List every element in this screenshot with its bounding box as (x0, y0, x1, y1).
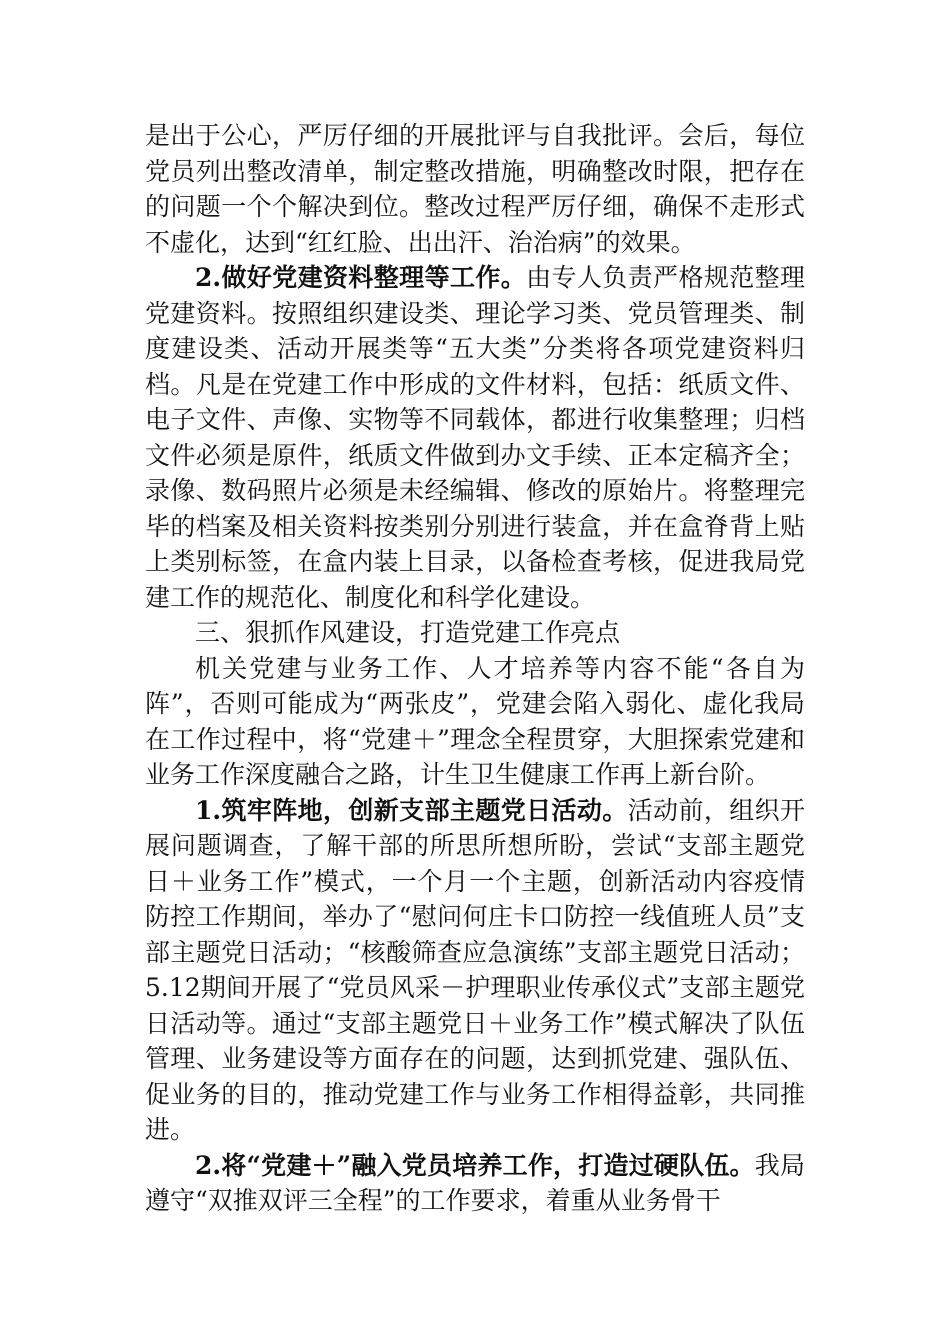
section-heading-three: 三、狠抓作风建设，打造党建工作亮点 (195, 618, 621, 647)
paragraph-member-training-body: 我局遵守“双推双评三全程”的工作要求，着重从业务骨干 (145, 1150, 805, 1215)
document-page (145, 118, 805, 1219)
paragraph-archive (145, 260, 805, 615)
paragraph-member-training (145, 1148, 805, 1219)
paragraph-member-training-lead: 2.将“党建＋”融入党员培养工作，打造过硬队伍。 (195, 1150, 755, 1180)
paragraph-party-day-lead: 1.筑牢阵地，创新支部主题党日活动。 (195, 795, 628, 825)
paragraph-archive-body: 由专人负责严格规范整理党建资料。按照组织建设类、理论学习类、党员管理类、制度建设类、活动开展类等“五大类”分类将各项党建资料归档。凡是在党建工作中形成的文件材料，包括：纸质文件、电子文件、声像、实物等不同载体，都进行收集整理；归档文件必须是原件，纸质文件做到办文手续、正本定稿齐全；录像、数码照片必须是未经编辑、修改的原始片。将整理完毕的档案及相关资料按类别分别进行装盒，并在盒脊背上贴上类别标签，在盒内装上目录，以备检查考核，促进我局党建工作的规范化、制度化和科学化建设。 (145, 263, 805, 612)
paragraph-party-day-body: 活动前，组织开展问题调查，了解干部的所思所想所盼，尝试“支部主题党日＋业务工作”模式，一个月一个主题，创新活动内容疫情防控工作期间，举办了“慰问何庄卡口防控一线值班人员”支部主题党日活动；“核酸筛查应急演练”支部主题党日活动；5.12期间开展了“党员风采－护理职业传承仪式”支部主题党日活动等。通过“支部主题党日＋业务工作”模式解决了队伍管理、业务建设等方面存在的问题，达到抓党建、强队伍、促业务的目的，推动党建工作与业务工作相得益彰，共同推进。 (145, 795, 805, 1144)
paragraph-criticism: 是出于公心，严厉仔细的开展批评与自我批评。会后，每位党员列出整改清单，制定整改措施，明确整改时限，把存在的问题一个个解决到位。整改过程严厉仔细，确保不走形式不虚化，达到“红红脸、出出汗、治治病”的效果。 (145, 121, 805, 257)
paragraph-archive-lead: 2.做好党建资料整理等工作。 (195, 263, 527, 292)
paragraph-integration: 机关党建与业务工作、人才培养等内容不能“各自为阵”，否则可能成为“两张皮”，党建会陷入弱化、虚化我局在工作过程中，将“党建＋”理念全程贯穿，大胆探索党建和业务工作深度融合之路，计生卫生健康工作再上新台阶。 (145, 653, 805, 789)
paragraph-party-day (145, 793, 805, 1148)
